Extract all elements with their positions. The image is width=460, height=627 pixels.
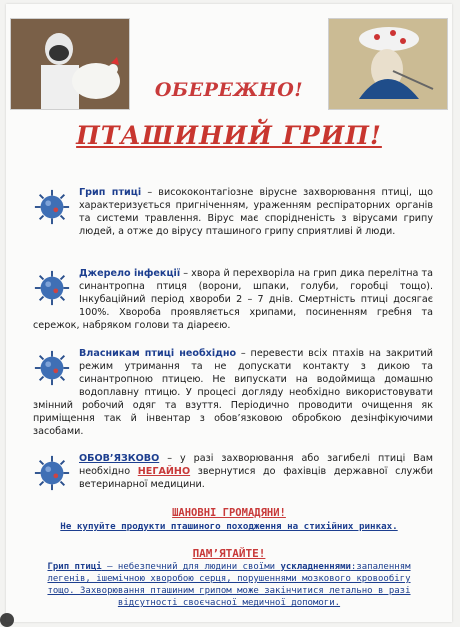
virus-icon xyxy=(33,188,71,226)
section-text: – у разі захворювання або загибелі птиці Вам необхідно xyxy=(79,453,433,477)
remember-text-part: :запаленням легенів, ішемічною хворобою серця, порушеннями мозкового кровообігу тощо. Захворювання пташиним грипом може закінчитися летально в разі відсутності своєчасної медичної допомоги. xyxy=(47,562,411,608)
virus-icon xyxy=(33,269,71,307)
section-text: – перевести всіх птахів на закритий режим утримання та не допускати контакту з дикою та синантропною птицею. Не випускати на водоймища домашню водоплавну птицю. У процесі догляду необхідно використовувати змінний робочий одяг та взуття. Періодично проводити очищення як приміщення так й інвентар з обов’язковою обробкою дезінфікуючими засобами. xyxy=(33,348,433,437)
notice-title: ШАНОВНІ ГРОМАДЯНИ! xyxy=(172,507,286,519)
remember-text xyxy=(34,561,424,609)
section-text: – хвора й перехворіла на грип дика перелітна та синантропна птиця (ворони, шпаки, голуби, горобці тощо). Інкубаційний період хвороби 2 – 7 днів. Смертність птиці досягає 100%. Хвороба проявляється хрипами, посиненням гребня та сережок, набряком голови та діареєю. xyxy=(33,268,433,331)
section-mandatory xyxy=(33,452,433,492)
remember-text-part: – небезпечний для людини своїми xyxy=(101,562,281,572)
page-title: ПТАШИНИЙ ГРИП! xyxy=(76,121,382,150)
leaflet-page xyxy=(6,4,452,622)
section-text: – висококонтагіозне вірусне захворювання птиці, що характеризується пригніченням, ураженням респіраторних органів та системи травлення. Вірус має спорідненість з вірусами грипу людей, а отже до вірусу пташиного грипу сприятливі й люди. xyxy=(79,187,433,237)
section-bird-flu xyxy=(33,186,433,238)
warning-heading: ОБЕРЕЖНО! xyxy=(154,79,304,101)
section-heading: Грип птиці xyxy=(79,187,142,198)
virus-icon xyxy=(33,349,71,387)
section-owner-instructions xyxy=(33,347,433,438)
scroll-indicator-dot xyxy=(0,613,14,627)
remember-heading: Грип птиці xyxy=(47,562,102,572)
section-heading: Власникам птиці необхідно xyxy=(79,348,237,359)
notice-text: Не купуйте продукти пташиного походження на стихійних ринках. xyxy=(60,521,398,532)
section-infection-source xyxy=(33,267,433,332)
section-heading: Джерело інфекції xyxy=(79,268,181,279)
remember-title: ПАМ’ЯТАЙТЕ! xyxy=(192,547,266,560)
section-heading: ОБОВ’ЯЗКОВО xyxy=(79,453,160,464)
section-text: звернутися до фахівців державної служби ветеринарної медицини. xyxy=(79,466,433,490)
virus-icon xyxy=(33,454,71,492)
urgent-emphasis: НЕГАЙНО xyxy=(137,466,191,477)
remember-bold-part: ускладненнями xyxy=(280,562,351,572)
